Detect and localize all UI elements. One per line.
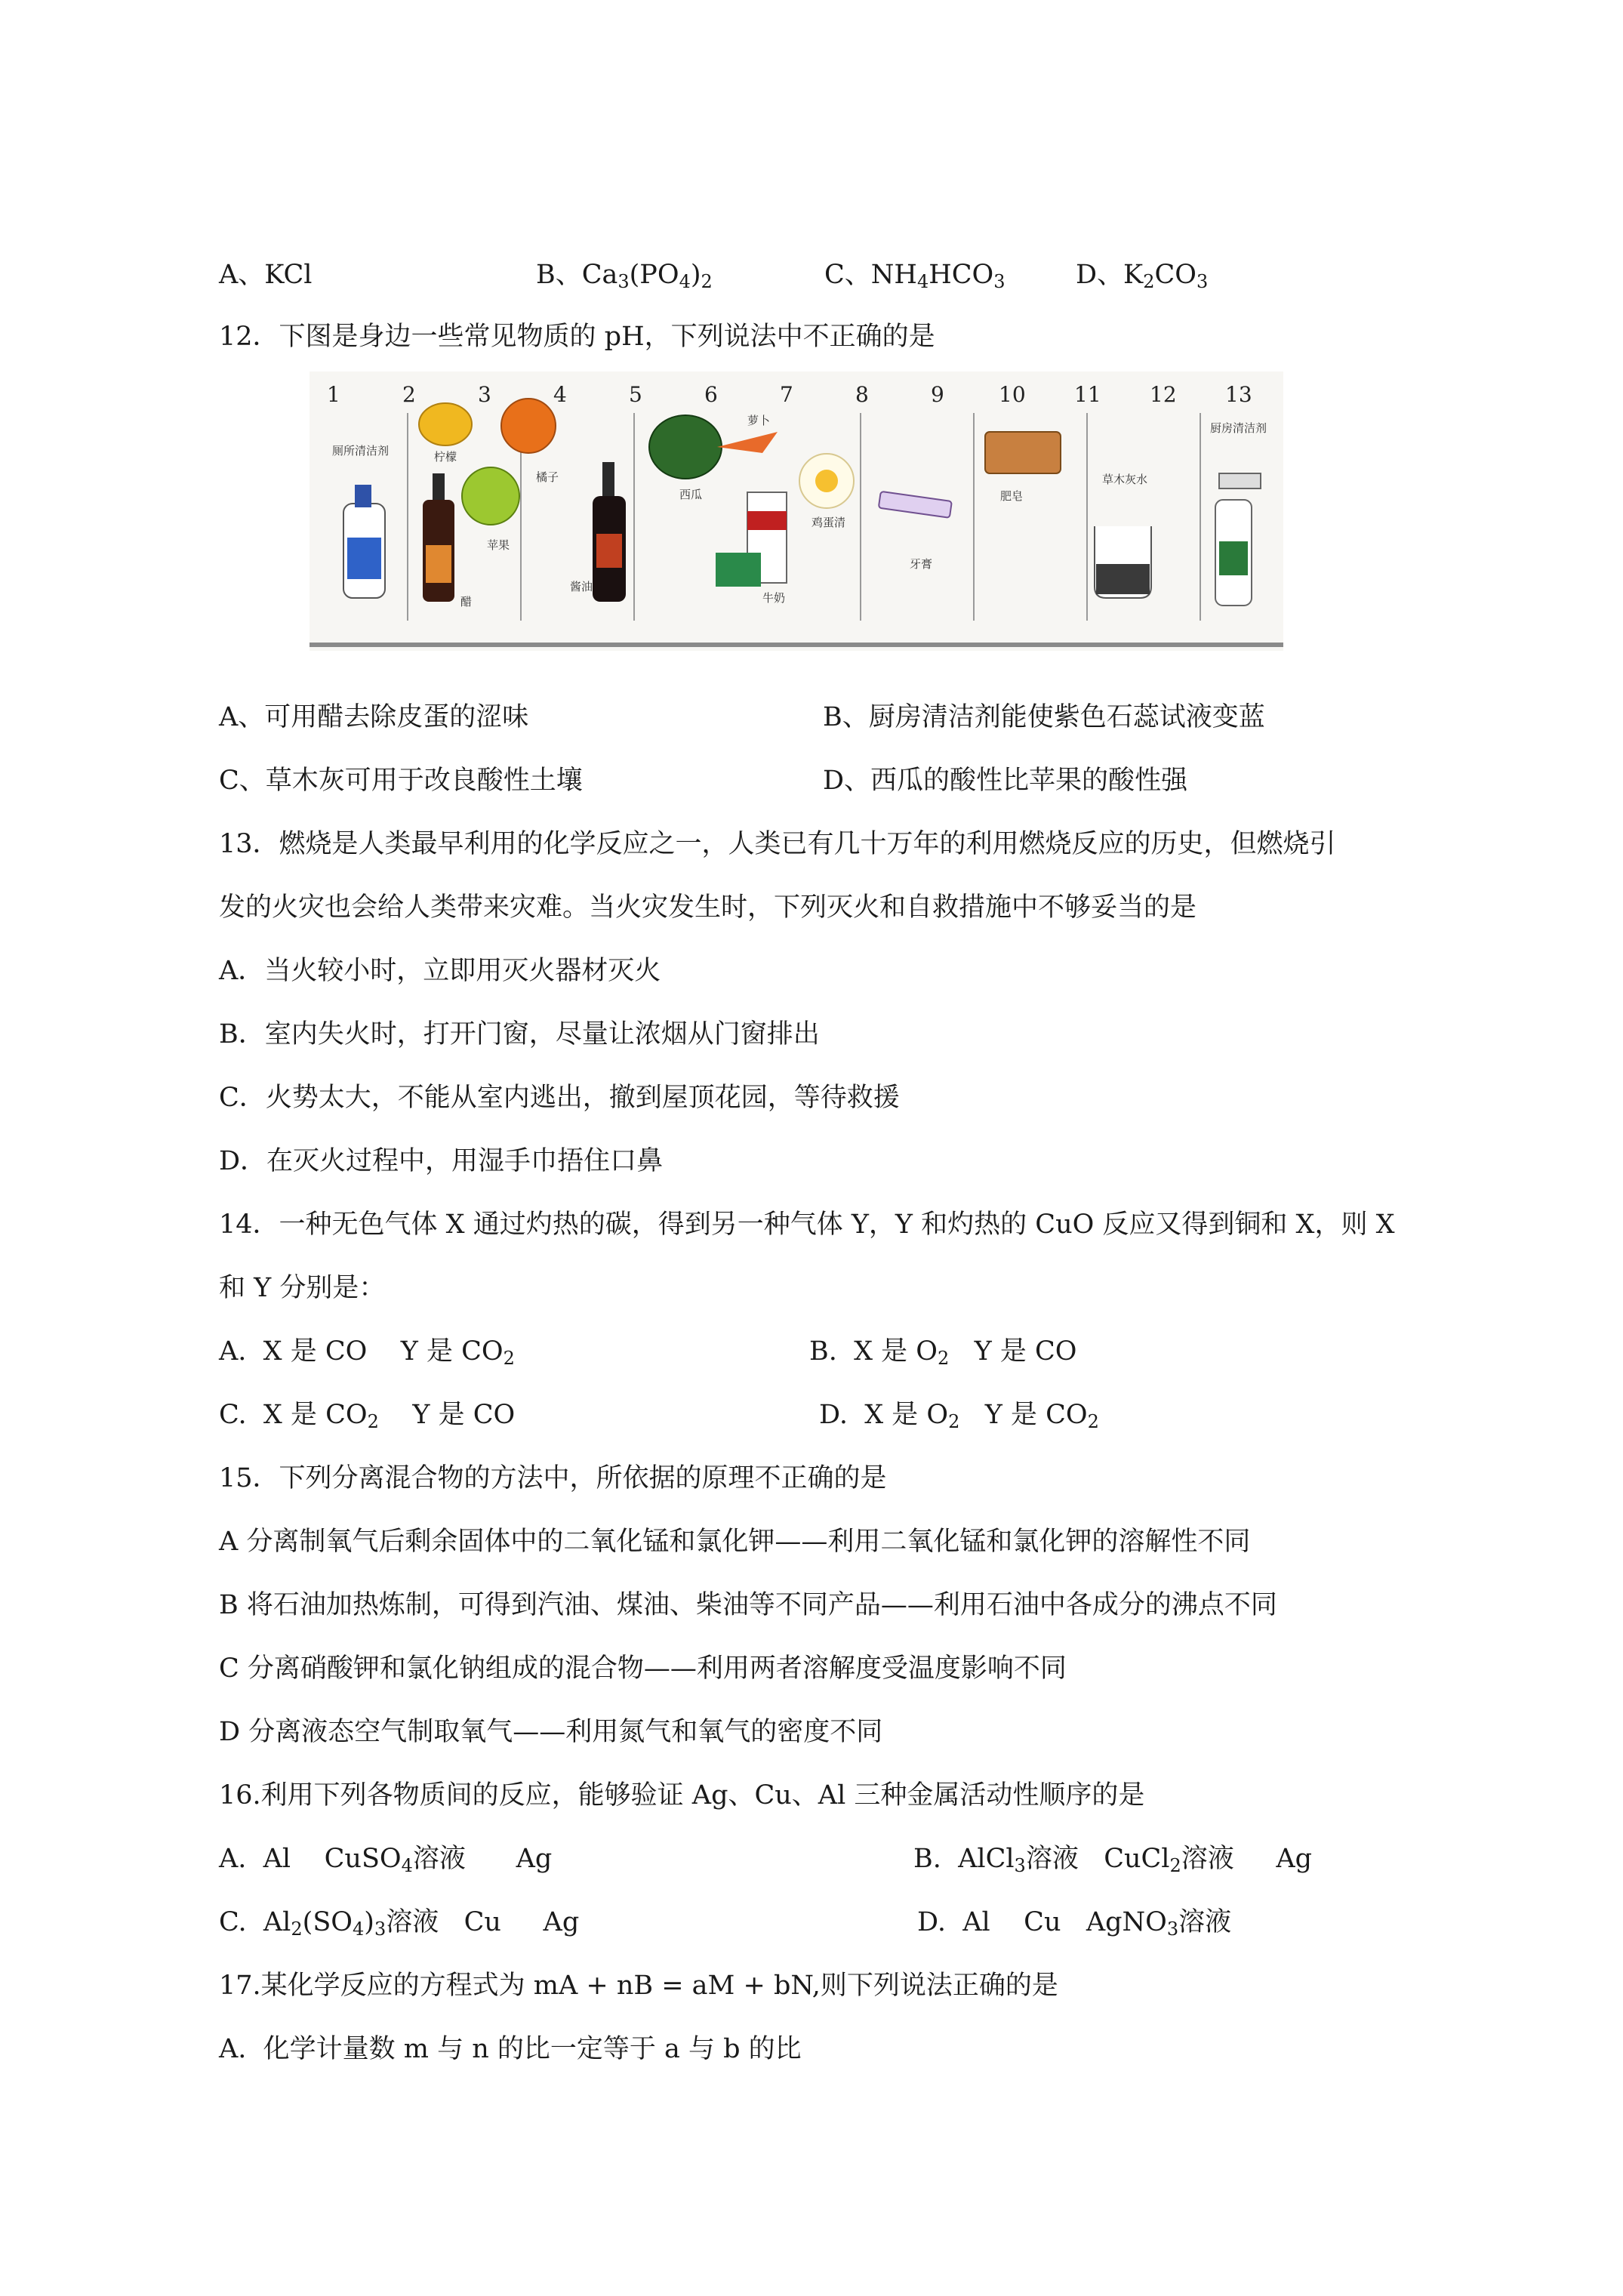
q14-option-c: C. X 是 $CO_2$ Y 是 CO (219, 1400, 516, 1432)
apple-label: 苹果 (487, 538, 510, 552)
soap-label: 肥皂 (1000, 489, 1024, 503)
ph-number: 12 (1150, 382, 1177, 407)
ph-number: 8 (855, 382, 869, 407)
q16-option-a: A. Al CuSO$_4$溶液 Ag (219, 1844, 553, 1876)
milk-label: 牛奶 (762, 591, 786, 605)
apple-icon (462, 467, 519, 525)
egg-white-label: 鸡蛋清 (812, 516, 846, 529)
q12-option-d: D、西瓜的酸性比苹果的酸性强 (823, 766, 1188, 796)
ph-number: 2 (402, 382, 416, 407)
q17-option-a: A. 化学计量数 m 与 n 的比一定等于 a 与 b 的比 (219, 2034, 802, 2064)
q14-stem-line-1: 14．一种无色气体 X 通过灼热的碳，得到另一种气体 Y，Y 和灼热的 CuO 反应又得到铜和 X，则 X (219, 1210, 1395, 1240)
plant-ash-water-label: 草木灰水 (1102, 473, 1148, 486)
toothpaste-label: 牙膏 (910, 557, 933, 571)
orange-label: 橘子 (536, 470, 559, 484)
ph-number: 10 (999, 382, 1026, 407)
q16-option-c: C. $Al_2(SO_4)_3$溶液 Cu Ag (219, 1907, 580, 1940)
kitchen-cleaner-label: 厨房清洁剂 (1210, 421, 1267, 435)
soap-icon (985, 432, 1061, 473)
ph-number: 1 (327, 382, 340, 407)
q14-option-b: B. X 是 $O_2$ Y 是 CO (809, 1336, 1077, 1369)
q12-option-a: A、可用醋去除皮蛋的涩味 (219, 702, 529, 732)
q11-option-d: D、$K_2CO_3$ (1076, 260, 1209, 292)
q13-option-c: C．火势太大，不能从室内逃出，撤到屋顶花园，等待救援 (219, 1083, 900, 1113)
q15-option-a: A 分离制氧气后剩余固体中的二氧化锰和氯化钾——利用二氧化锰和氯化钾的溶解性不同 (219, 1527, 1251, 1557)
watermelon-label: 西瓜 (679, 488, 703, 501)
q12-stem: 12．下图是身边一些常见物质的 pH，下列说法中不正确的是 (219, 322, 935, 352)
soy-sauce-label: 酱油 (570, 580, 593, 593)
ph-scale-figure (310, 371, 1283, 651)
q13-option-d: D．在灭火过程中，用湿手巾捂住口鼻 (219, 1146, 664, 1176)
q14-option-a: A. X 是 CO Y 是 $CO_2$ (219, 1336, 515, 1369)
ph-number: 6 (704, 382, 718, 407)
q15-option-c: C 分离硝酸钾和氯化钠组成的混合物——利用两者溶解度受温度影响不同 (219, 1653, 1067, 1684)
q11-option-b: B、$Ca_3(PO_4)_2$ (536, 260, 713, 292)
lemon-icon (419, 403, 472, 445)
q11-option-a: A、KCl (219, 260, 313, 290)
q15-option-d: D 分离液态空气制取氧气——利用氮气和氧气的密度不同 (219, 1717, 883, 1747)
q15-option-b: B 将石油加热炼制，可得到汽油、煤油、柴油等不同产品——利用石油中各成分的沸点不同 (219, 1590, 1277, 1620)
q17-stem: 17.某化学反应的方程式为 mA + nB = aM + bN,则下列说法正确的是 (219, 1971, 1058, 2001)
egg-white-icon (799, 454, 854, 508)
watermelon-icon (649, 415, 722, 479)
ph-number: 3 (478, 382, 491, 407)
q16-stem: 16.利用下列各物质间的反应，能够验证 Ag、Cu、Al 三种金属活动性顺序的是 (219, 1780, 1145, 1811)
ph-number: 13 (1225, 382, 1252, 407)
q12-option-b: B、厨房清洁剂能使紫色石蕊试液变蓝 (823, 702, 1265, 732)
q13-stem-line-1: 13．燃烧是人类最早利用的化学反应之一，人类已有几十万年的利用燃烧反应的历史，但燃烧引 (219, 829, 1336, 859)
q14-option-d: D. X 是 $O_2$ Y 是 $CO_2$ (819, 1400, 1099, 1432)
q14-stem-line-2: 和 Y 分别是： (219, 1273, 386, 1303)
ph-number: 7 (780, 382, 793, 407)
ph-number: 11 (1074, 382, 1101, 407)
ph-number: 5 (629, 382, 642, 407)
toilet-cleaner-label: 厕所清洁剂 (332, 444, 390, 458)
ph-number: 9 (931, 382, 944, 407)
lemon-label: 柠檬 (434, 450, 457, 464)
q13-option-b: B．室内失火时，打开门窗，尽量让浓烟从门窗排出 (219, 1019, 820, 1049)
q13-option-a: A．当火较小时，立即用灭火器材灭火 (219, 956, 661, 986)
q16-option-b: B. AlCl$_3$溶液 CuCl$_2$溶液 Ag (913, 1844, 1313, 1876)
beaker-icon (1095, 526, 1151, 598)
q15-stem: 15．下列分离混合物的方法中，所依据的原理不正确的是 (219, 1463, 887, 1493)
q13-stem-line-2: 发的火灾也会给人类带来灾难。当火灾发生时，下列灭火和自救措施中不够妥当的是 (219, 892, 1197, 923)
orange-icon (501, 399, 556, 453)
radish-label: 萝卜 (747, 414, 771, 427)
q16-option-d: D. Al Cu AgNO$_3$溶液 (917, 1907, 1232, 1940)
q12-option-c: C、草木灰可用于改良酸性土壤 (219, 766, 583, 796)
ph-number: 4 (553, 382, 567, 407)
vinegar-label: 醋 (460, 595, 473, 609)
q11-option-c: C、$NH_4HCO_3$ (824, 260, 1006, 292)
